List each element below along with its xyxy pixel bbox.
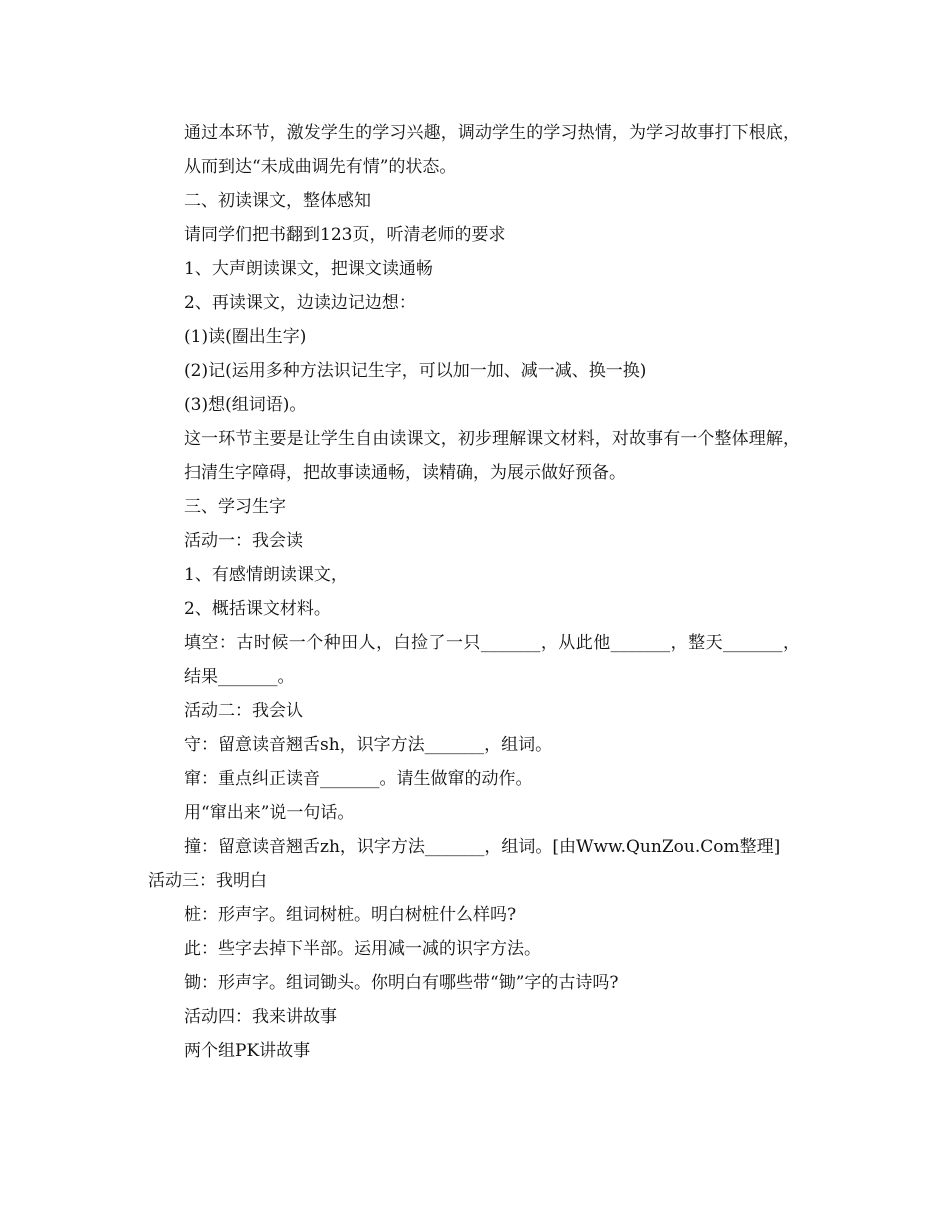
paragraph: 二、初读课文，整体感知: [184, 191, 371, 211]
paragraph: (1)读(圈出生字): [184, 327, 307, 347]
paragraph: 撞：留意读音翘舌zh，识字方法_______，组词。[由Www.QunZou.Com整理]: [184, 837, 781, 857]
paragraph: 守：留意读音翘舌sh，识字方法_______，组词。: [184, 735, 553, 755]
paragraph: 2、再读课文，边读边记边想：: [184, 293, 416, 313]
paragraph: 填空：古时候一个种田人，白捡了一只_______，从此他_______，整天_______，结果_______。: [184, 633, 800, 687]
paragraph: 活动三：我明白: [148, 871, 267, 891]
paragraph: 桩：形声字。组词树桩。明白树桩什么样吗?: [184, 905, 517, 925]
paragraph: 1、有感情朗读课文，: [184, 565, 348, 585]
paragraph: 通过本环节，激发学生的学习兴趣，调动学生的学习热情，为学习故事打下根底，从而到达“未成曲调先有情”的状态。: [184, 123, 800, 177]
paragraph: 请同学们把书翻到123页，听清老师的要求: [184, 225, 506, 245]
paragraph: 这一环节主要是让学生自由读课文，初步理解课文材料，对故事有一个整体理解，扫清生字障碍，把故事读通畅，读精确，为展示做好预备。: [184, 429, 800, 483]
paragraph: (3)想(组词语)。: [184, 395, 307, 415]
paragraph: 锄：形声字。组词锄头。你明白有哪些带“锄”字的古诗吗?: [184, 973, 619, 993]
paragraph: 活动四：我来讲故事: [184, 1007, 337, 1027]
paragraph: 2、概括课文材料。: [184, 599, 331, 619]
paragraph: (2)记(运用多种方法识记生字，可以加一加、减一减、换一换): [184, 361, 647, 381]
paragraph: 活动二：我会认: [184, 701, 303, 721]
paragraph: 两个组PK讲故事: [184, 1041, 311, 1061]
paragraph: 三、学习生字: [184, 497, 286, 517]
paragraph: 1、大声朗读课文，把课文读通畅: [184, 259, 433, 279]
paragraph: 窜：重点纠正读音_______。请生做窜的动作。: [184, 769, 533, 789]
paragraph: 活动一：我会读: [184, 531, 303, 551]
paragraph: 用“窜出来”说一句话。: [184, 803, 355, 823]
paragraph: 此：些字去掉下半部。运用减一减的识字方法。: [184, 939, 541, 959]
document-body: [148, 116, 800, 1068]
